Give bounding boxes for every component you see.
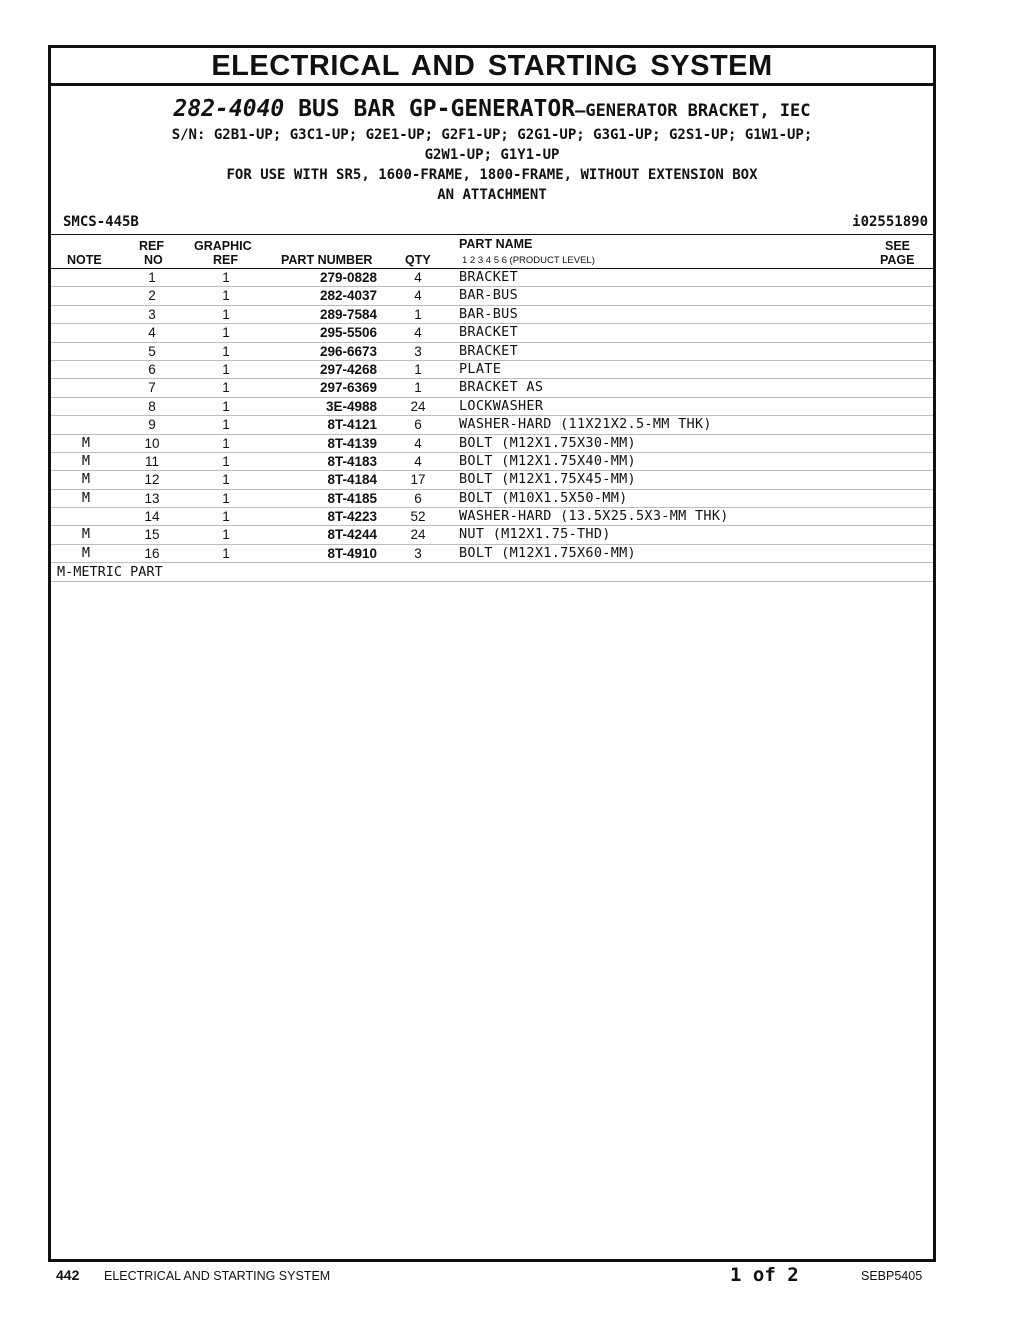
footer-section: ELECTRICAL AND STARTING SYSTEM	[104, 1269, 331, 1283]
part-name-cell: BOLT (M10X1.5X50-MM)	[459, 489, 628, 506]
qty-cell: 4	[414, 435, 422, 451]
table-row	[51, 526, 933, 544]
qty-cell: 24	[410, 398, 426, 414]
smcs-row	[51, 212, 933, 234]
col-see-top: SEE	[885, 239, 911, 253]
ref-no-cell: 16	[144, 545, 160, 561]
part-number-cell: 8T-4183	[327, 453, 377, 469]
part-number-cell: 3E-4988	[325, 398, 377, 414]
col-see-bottom: PAGE	[880, 253, 915, 267]
table-row	[51, 508, 933, 526]
part-number-cell: 296-6673	[319, 343, 377, 359]
ref-no-cell: 6	[148, 361, 156, 377]
part-number-cell: 8T-4139	[327, 435, 377, 451]
table-row	[51, 490, 933, 508]
table-row	[51, 471, 933, 489]
ref-no-cell: 1	[148, 270, 156, 285]
part-number-cell: 297-4268	[319, 361, 377, 377]
ref-no-cell: 9	[148, 417, 156, 433]
qty-cell: 3	[414, 545, 422, 561]
note-cell: M	[81, 489, 91, 506]
part-name-cell: PLATE	[459, 360, 502, 377]
part-name-cell: NUT (M12X1.75-THD)	[459, 526, 611, 543]
table-row	[51, 269, 933, 287]
qty-cell: 4	[414, 288, 422, 304]
part-name-cell: BRACKET	[459, 342, 518, 359]
col-product-levels: 1 2 3 4 5 6 (PRODUCT LEVEL)	[462, 255, 595, 266]
col-note: NOTE	[67, 253, 102, 267]
qty-cell: 4	[414, 325, 422, 341]
qty-cell: 24	[410, 527, 426, 543]
parts-table-body	[51, 269, 933, 563]
table-row	[51, 343, 933, 361]
serial-numbers-line-2: G2W1-UP; G1Y1-UP	[424, 147, 560, 163]
table-row	[51, 287, 933, 305]
col-ref-bottom: NO	[144, 253, 163, 267]
part-name-cell: WASHER-HARD (13.5X25.5X3-MM THK)	[459, 508, 729, 525]
graphic-ref-cell: 1	[222, 288, 230, 304]
note-cell: M	[81, 526, 91, 543]
qty-cell: 52	[410, 509, 426, 525]
graphic-ref-cell: 1	[222, 453, 230, 469]
part-number-cell: 8T-4223	[327, 509, 377, 525]
part-number-cell: 8T-4910	[327, 545, 377, 561]
table-row	[51, 361, 933, 379]
table-row	[51, 398, 933, 416]
qty-cell: 1	[414, 306, 422, 322]
graphic-ref-cell: 1	[222, 343, 230, 359]
ref-no-cell: 8	[148, 398, 156, 414]
ref-no-cell: 12	[144, 472, 160, 488]
graphic-ref-cell: 1	[222, 306, 230, 322]
ref-no-cell: 2	[148, 288, 156, 304]
table-row	[51, 453, 933, 471]
page-frame	[48, 45, 936, 1262]
note-cell: M	[81, 434, 91, 451]
ref-no-cell: 4	[148, 325, 156, 341]
graphic-ref-cell: 1	[222, 435, 230, 451]
ref-no-cell: 10	[144, 435, 160, 451]
part-number-cell: 289-7584	[319, 306, 377, 322]
group-part-number: 282-4040	[173, 96, 285, 122]
graphic-ref-cell: 1	[222, 398, 230, 414]
attachment-type: AN ATTACHMENT	[437, 187, 547, 203]
qty-cell: 6	[414, 417, 422, 433]
part-number-cell: 8T-4244	[327, 527, 377, 543]
part-number-cell: 8T-4185	[327, 490, 377, 506]
group-name: BUS BAR GP-GENERATOR	[298, 96, 576, 122]
part-number-cell: 297-6369	[319, 380, 377, 396]
qty-cell: 4	[414, 453, 422, 469]
ref-no-cell: 5	[148, 343, 156, 359]
part-name-cell: BRACKET	[459, 324, 518, 341]
part-name-cell: BAR-BUS	[459, 287, 518, 304]
ref-no-cell: 13	[144, 490, 160, 506]
footer-sheet: 1 of 2	[730, 1264, 799, 1286]
part-name-cell: BOLT (M12X1.75X45-MM)	[459, 471, 636, 488]
ref-no-cell: 14	[144, 509, 160, 525]
part-number-cell: 295-5506	[319, 325, 377, 341]
graphic-ref-cell: 1	[222, 490, 230, 506]
table-row	[51, 416, 933, 434]
table-row	[51, 379, 933, 397]
part-number-cell: 279-0828	[319, 270, 377, 285]
qty-cell: 17	[410, 472, 426, 488]
col-graphic-top: GRAPHIC	[194, 239, 252, 253]
metric-footnote: M-METRIC PART	[51, 563, 933, 582]
part-number-cell: 8T-4184	[327, 472, 377, 488]
part-number-cell: 282-4037	[319, 288, 377, 304]
usage-note: FOR USE WITH SR5, 1600-FRAME, 1800-FRAME, WITHOUT EXTENSION BOX	[226, 167, 758, 183]
col-qty: QTY	[405, 253, 431, 267]
note-cell: M	[81, 471, 91, 488]
part-name-cell: BOLT (M12X1.75X30-MM)	[459, 434, 636, 451]
part-name-cell: BOLT (M12X1.75X40-MM)	[459, 452, 636, 469]
footer-page-number: 442	[56, 1267, 80, 1283]
qty-cell: 4	[414, 270, 422, 285]
graphic-ref-cell: 1	[222, 417, 230, 433]
ref-no-cell: 7	[148, 380, 156, 396]
graphic-ref-cell: 1	[222, 509, 230, 525]
serial-numbers-line-1: S/N: G2B1-UP; G3C1-UP; G2E1-UP; G2F1-UP; G2G1-UP; G3G1-UP; G2S1-UP; G1W1-UP;	[171, 127, 813, 143]
qty-cell: 1	[414, 361, 422, 377]
page-footer	[0, 1264, 1020, 1288]
graphic-ref-cell: 1	[222, 472, 230, 488]
col-graphic-bottom: REF	[213, 253, 238, 267]
qty-cell: 3	[414, 343, 422, 359]
col-part-name: PART NAME	[459, 237, 533, 251]
table-row	[51, 435, 933, 453]
note-cell: M	[81, 452, 91, 469]
part-name-cell: BRACKET	[459, 269, 518, 285]
qty-cell: 6	[414, 490, 422, 506]
ref-no-cell: 11	[144, 453, 159, 469]
graphic-ref-cell: 1	[222, 527, 230, 543]
note-cell: M	[81, 544, 91, 561]
ref-no-cell: 15	[144, 527, 160, 543]
illustration-id: i02551890	[852, 214, 928, 230]
part-name-cell: LOCKWASHER	[459, 397, 544, 414]
group-subtitle: —GENERATOR BRACKET, IEC	[575, 101, 811, 121]
table-row	[51, 545, 933, 563]
graphic-ref-cell: 1	[222, 325, 230, 341]
qty-cell: 1	[414, 380, 422, 396]
group-heading	[51, 95, 933, 125]
graphic-ref-cell: 1	[222, 545, 230, 561]
smcs-code: SMCS-445B	[63, 214, 139, 230]
part-number-cell: 8T-4121	[327, 417, 377, 433]
footer-document: SEBP5405	[861, 1269, 923, 1283]
ref-no-cell: 3	[148, 306, 156, 322]
part-name-cell: WASHER-HARD (11X21X2.5-MM THK)	[459, 416, 712, 433]
table-row	[51, 306, 933, 324]
table-header	[51, 235, 933, 269]
graphic-ref-cell: 1	[222, 380, 230, 396]
graphic-ref-cell: 1	[222, 361, 230, 377]
part-name-cell: BAR-BUS	[459, 305, 518, 322]
table-row	[51, 324, 933, 342]
col-ref-top: REF	[139, 239, 164, 253]
part-name-cell: BOLT (M12X1.75X60-MM)	[459, 544, 636, 561]
graphic-ref-cell: 1	[222, 270, 230, 285]
section-title: ELECTRICAL AND STARTING SYSTEM	[51, 48, 933, 86]
col-part-number: PART NUMBER	[281, 253, 373, 267]
part-name-cell: BRACKET AS	[459, 379, 544, 396]
